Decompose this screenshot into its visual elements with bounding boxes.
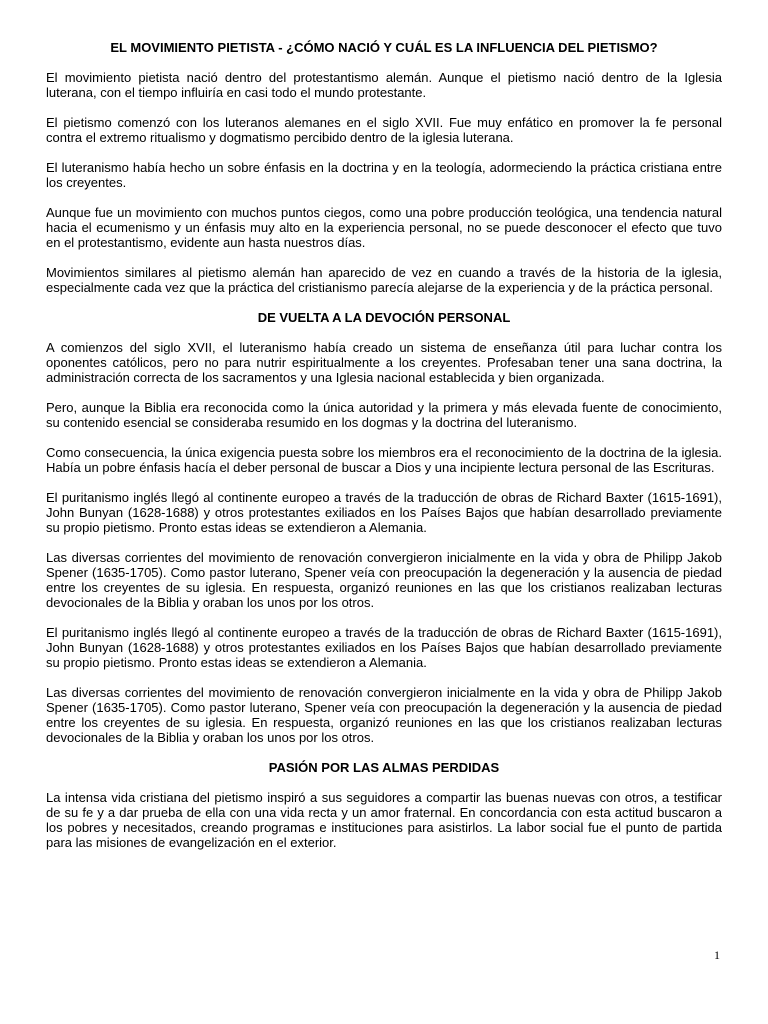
page-number: 1	[714, 948, 720, 962]
document-page	[46, 40, 722, 865]
paragraph: A comienzos del siglo XVII, el luteranismo había creado un sistema de enseñanza útil para luchar contra los oponentes católicos, pero no para nutrir espiritualmente a los creyentes. Profesaban tener una sana doctrina, la administración correcta de los sacramentos y una Iglesia nacional establecida y bien organizada.	[46, 340, 722, 385]
paragraph: Movimientos similares al pietismo alemán han aparecido de vez en cuando a través de la historia de la iglesia, especialmente cada vez que la práctica del cristianismo parecía alejarse de la experiencia y de la práctica personal.	[46, 265, 722, 295]
paragraph: El movimiento pietista nació dentro del protestantismo alemán. Aunque el pietismo nació dentro de la Iglesia luterana, con el tiempo influiría en casi todo el mundo protestante.	[46, 70, 722, 100]
paragraph: Aunque fue un movimiento con muchos puntos ciegos, como una pobre producción teológica, una tendencia natural hacia el ecumenismo y un énfasis muy alto en la experiencia personal, no se puede desconocer el efecto que tuvo en el protestantismo, evidente aun hasta nuestros días.	[46, 205, 722, 250]
paragraph: El puritanismo inglés llegó al continente europeo a través de la traducción de obras de Richard Baxter (1615-1691), John Bunyan (1628-1688) y otros protestantes exiliados en los Países Bajos que habían desarrollado previamente su propio pietismo. Pronto estas ideas se extendieron a Alemania.	[46, 625, 722, 670]
section-heading: DE VUELTA A LA DEVOCIÓN PERSONAL	[257, 310, 511, 325]
paragraph: Las diversas corrientes del movimiento de renovación convergieron inicialmente en la vida y obra de Philipp Jakob Spener (1635-1705). Como pastor luterano, Spener veía con preocupación la degeneración y la ausencia de piedad entre los creyentes de su iglesia. En respuesta, organizó reuniones en las que los cristianos realizaban lecturas devocionales de la Biblia y oraban los unos por los otros.	[46, 685, 722, 745]
paragraph: El luteranismo había hecho un sobre énfasis en la doctrina y en la teología, adormeciendo la práctica cristiana entre los creyentes.	[46, 160, 722, 190]
document-title: EL MOVIMIENTO PIETISTA - ¿CÓMO NACIÓ Y CUÁL ES LA INFLUENCIA DEL PIETISMO?	[110, 40, 658, 55]
paragraph: Las diversas corrientes del movimiento de renovación convergieron inicialmente en la vida y obra de Philipp Jakob Spener (1635-1705). Como pastor luterano, Spener veía con preocupación la degeneración y la ausencia de piedad entre los creyentes de su iglesia. En respuesta, organizó reuniones en las que los cristianos realizaban lecturas devocionales de la Biblia y oraban los unos por los otros.	[46, 550, 722, 610]
paragraph: El pietismo comenzó con los luteranos alemanes en el siglo XVII. Fue muy enfático en promover la fe personal contra el extremo ritualismo y dogmatismo percibido dentro de la iglesia luterana.	[46, 115, 722, 145]
paragraph: Como consecuencia, la única exigencia puesta sobre los miembros era el reconocimiento de la doctrina de la iglesia. Había un pobre énfasis hacía el deber personal de buscar a Dios y una incipiente lectura personal de las Escrituras.	[46, 445, 722, 475]
paragraph: Pero, aunque la Biblia era reconocida como la única autoridad y la primera y más elevada fuente de conocimiento, su contenido esencial se consideraba resumido en los dogmas y la doctrina del luteranismo.	[46, 400, 722, 430]
section-heading: PASIÓN POR LAS ALMAS PERDIDAS	[268, 760, 500, 775]
paragraph: La intensa vida cristiana del pietismo inspiró a sus seguidores a compartir las buenas nuevas con otros, a testificar de su fe y a dar prueba de ella con una vida recta y un amor fraternal. En concordancia con esta actitud buscaron a los pobres y necesitados, creando programas e instituciones para asistirlos. La labor social fue el punto de partida para las misiones de evangelización en el exterior.	[46, 790, 722, 850]
paragraph: El puritanismo inglés llegó al continente europeo a través de la traducción de obras de Richard Baxter (1615-1691), John Bunyan (1628-1688) y otros protestantes exiliados en los Países Bajos que habían desarrollado previamente su propio pietismo. Pronto estas ideas se extendieron a Alemania.	[46, 490, 722, 535]
